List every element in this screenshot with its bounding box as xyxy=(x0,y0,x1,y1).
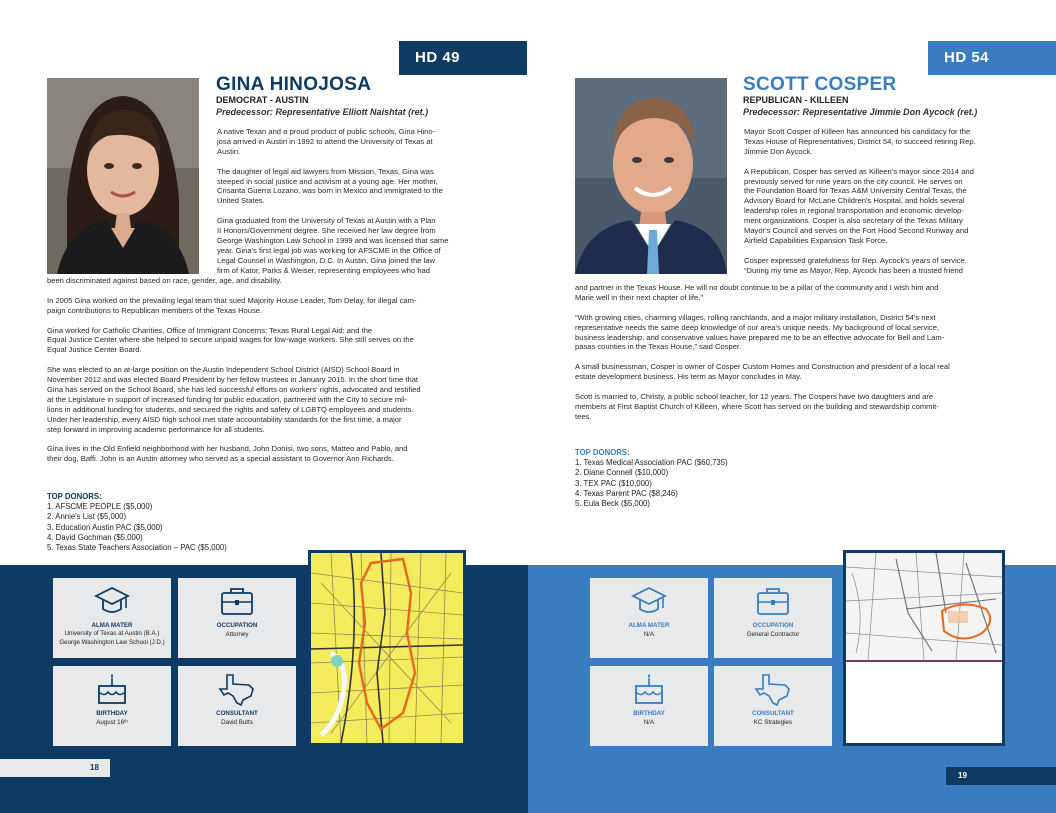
bio-line: Mayor Scott Cosper of Killeen has announced his candidacy for the xyxy=(744,127,971,136)
bio-line: business leadership, and conservative values have prepared me to be an effective advocate for Bell and Lam- xyxy=(575,332,945,342)
bio-line: lions in additional funding for students, and secured the rights and safety of LGBTQ employees and students. xyxy=(47,404,414,414)
card-value: General Contractor xyxy=(746,631,800,638)
party-line-left: DEMOCRAT - AUSTIN xyxy=(216,95,309,105)
candidate-photo-right xyxy=(575,78,727,274)
card-value: N/A xyxy=(643,631,655,638)
bio-line: their dog, Baffi. John is an Austin attorney who served as a special assistant to Governor Ann Richards. xyxy=(47,454,394,464)
briefcase-icon xyxy=(217,584,257,618)
bio-line: Gina graduated from the University of Texas at Austin with a Plan xyxy=(217,216,436,226)
bio-line: previously served for nine years on the city council. He serves on xyxy=(744,176,963,186)
district-tag-left: HD 49 xyxy=(399,41,527,75)
party-line-right: REPUBLICAN - KILLEEN xyxy=(743,95,849,105)
candidate-name-left: GINA HINOJOSA xyxy=(216,74,372,95)
bio-line: year. Gina's first legal job was working for AFSCME in the Office of xyxy=(217,245,441,255)
card-consultant-right xyxy=(714,666,832,746)
texas-outline-icon xyxy=(217,672,257,706)
bio-line: II Honors/Government degree. She received her law degree from xyxy=(217,226,436,236)
donors-right xyxy=(575,448,835,509)
bio-full-left xyxy=(47,276,487,464)
card-label: CONSULTANT xyxy=(752,710,794,717)
card-consultant-left xyxy=(178,666,296,746)
bio-line: at the Legislature in support of increased funding for public education, partnered with the City to secure mil- xyxy=(47,394,408,404)
bio-line: Texas House of Representatives, District 54, to succeed retiring Rep. xyxy=(744,136,976,146)
bio-line: “With growing cities, charming villages, rolling ranchlands, and a major military installation, District 54's next xyxy=(575,312,936,322)
bio-line: George Washington Law School in 1999 and was licensed that same xyxy=(217,235,449,245)
bio-line: Equal Justice Center where she helped to secure unpaid wages for low-wage workers. She still serves on the xyxy=(47,335,414,345)
district-map-right xyxy=(843,550,1005,746)
birthday-cake-icon xyxy=(92,672,132,706)
bio-line: Scott is married to, Christy, a public school teacher, for 12 years. The Cospers have two daughters and are xyxy=(575,391,934,401)
card-birthday-right xyxy=(590,666,708,746)
card-value: N/A xyxy=(643,719,655,726)
bio-line: A native Texan and a proud product of public schools, Gina Hino- xyxy=(217,127,436,136)
card-label: BIRTHDAY xyxy=(96,710,128,717)
district-tag-right: HD 54 xyxy=(928,41,1056,75)
candidate-name-right: SCOTT COSPER xyxy=(743,74,897,95)
donors-left xyxy=(47,492,307,553)
bio-line: United States. xyxy=(217,196,265,206)
predecessor-right: Predecessor: Representative Jimmie Don Aycock (ret.) xyxy=(743,107,978,117)
bio-line: In 2005 Gina worked on the prevailing legal team that sued Majority House Leader, Tom Delay, for illegal cam- xyxy=(47,295,417,305)
graduation-cap-icon xyxy=(92,584,132,618)
bio-line: Austin. xyxy=(217,146,241,156)
bio-line: She was elected to an at-large position on the Austin Independent School District (AISD) School Board in xyxy=(47,365,400,375)
card-label: BIRTHDAY xyxy=(633,710,665,717)
bio-line: Under her leadership, every AISD high school met state accountability standards for the first time, a major xyxy=(47,414,402,424)
bio-line: josa arrived in Austin in 1992 to attend the University of Texas at xyxy=(217,136,433,146)
candidate-photo-left xyxy=(47,78,199,274)
graduation-cap-icon xyxy=(629,584,669,618)
predecessor-left: Predecessor: Representative Elliott Naishtat (ret.) xyxy=(216,107,429,117)
bio-line: representative needs the same deep knowledge of our area's unique needs. My background of local service, xyxy=(575,322,940,332)
card-value: University of Texas at Austin (B.A.) xyxy=(64,630,160,637)
bio-line: step forward in improving academic performance for all students. xyxy=(47,424,265,434)
donor-item: 3. TEX PAC ($10,000) xyxy=(575,478,652,488)
card-occupation-right xyxy=(714,578,832,658)
donors-title: TOP DONORS: xyxy=(47,492,102,501)
card-alma-mater-right xyxy=(590,578,708,658)
bio-line: A small businessman, Cosper is owner of Cosper Custom Homes and Construction and president of a local real xyxy=(575,362,950,372)
bio-line xyxy=(744,246,1014,256)
donor-item: 5. Texas State Teachers Association – PAC ($5,000) xyxy=(47,543,227,553)
killeen-map-image xyxy=(846,553,1002,743)
bio-line: the Foundation Board for Texas A&M University Central Texas, the xyxy=(744,186,967,196)
bio-line xyxy=(217,206,487,216)
bio-line: paign contributions to Republican members of the Texas House. xyxy=(47,305,263,315)
austin-map-image xyxy=(311,553,463,743)
bio-line: Gina has served on the School Board, she has led successful efforts on workers' rights, advocated and testified xyxy=(47,384,421,394)
card-value: August 16ᵗʰ xyxy=(96,719,128,726)
bio-line: The daughter of legal aid lawyers from Mission, Texas, Gina was xyxy=(217,166,434,176)
card-occupation-left xyxy=(178,578,296,658)
page-right xyxy=(528,0,1056,813)
bio-line: pasas counties in the Texas House,” said Cosper. xyxy=(575,342,742,352)
texas-outline-icon xyxy=(753,672,793,706)
bio-line xyxy=(47,435,487,445)
briefcase-icon xyxy=(753,584,793,618)
page-number-right: 19 xyxy=(946,767,1056,785)
bio-full-right xyxy=(575,283,1015,422)
card-label: ALMA MATER xyxy=(91,622,133,629)
bio-line: Advisory Board for McLane Children's Hospital, and holds several xyxy=(744,196,965,206)
bio-line xyxy=(47,355,487,365)
bio-line: Mayor's Council and serves on the Fort Hood Second Runway and xyxy=(744,226,969,236)
bio-line: Airfield Capabilities Expansion Task Force. xyxy=(744,235,888,245)
bio-line: Legal Counsel in Washington, D.C. In Austin, Gina joined the law xyxy=(217,255,435,265)
donor-item: 3. Education Austin PAC ($5,000) xyxy=(47,522,163,532)
birthday-cake-icon xyxy=(629,672,669,706)
donor-item: 2. Diane Connell ($10,000) xyxy=(575,468,669,478)
bio-line: Marie well in their next chapter of life.” xyxy=(575,292,703,302)
bio-line xyxy=(575,382,1015,392)
card-label: CONSULTANT xyxy=(216,710,258,717)
bio-wrap-right xyxy=(744,127,1014,276)
bio-line xyxy=(575,352,1015,362)
card-label: OCCUPATION xyxy=(216,622,258,629)
card-birthday-left xyxy=(53,666,171,746)
bio-line: steeped in social justice and activism at a young age. Her mother, xyxy=(217,176,438,186)
bio-line xyxy=(744,157,1014,167)
bio-line: ment organizations. Cosper is also secretary of the Texas Military xyxy=(744,216,963,226)
bio-line: Equal Justice Center Board. xyxy=(47,345,142,355)
bio-line xyxy=(217,157,487,167)
bio-line: Crisanta Guerra Lozano, was born in Mexico and immigrated to the xyxy=(217,186,443,196)
card-value: David Butts xyxy=(221,719,253,726)
bio-line: Gina worked for Catholic Charities, Office of Immigrant Concerns; Texas Rural Legal Aid; and the xyxy=(47,325,373,335)
donors-title: TOP DONORS: xyxy=(575,448,630,457)
donor-item: 1. AFSCME PEOPLE ($5,000) xyxy=(47,502,153,512)
donor-item: 4. David Gochman ($5,000) xyxy=(47,532,143,542)
card-label: OCCUPATION xyxy=(752,622,794,629)
bio-line: “During my time as Mayor, Rep. Aycock has been a trusted friend xyxy=(744,265,963,275)
donor-item: 5. Eula Beck ($5,000) xyxy=(575,499,650,509)
bio-line: and partner in the Texas House. He will no doubt continue to be a pillar of the community and I wish him and xyxy=(575,283,939,292)
district-map-left xyxy=(308,550,466,746)
card-value: George Washington Law School (J.D.) xyxy=(59,639,165,646)
bio-line: November 2012 and was elected Board President by her fellow trustees in January 2015. In the short time that xyxy=(47,375,419,385)
bio-line: Gina lives in the Old Enfield neighborhood with her husband, John Donisi, two sons, Matteo and Pablo, and xyxy=(47,444,408,454)
donor-item: 4. Texas Parent PAC ($8,246) xyxy=(575,488,678,498)
bio-line: tees. xyxy=(575,411,592,421)
bio-line: Jimmie Don Aycock. xyxy=(744,146,813,156)
card-alma-mater-left xyxy=(53,578,171,658)
bio-line: members at First Baptist Church of Killeen, where Scott has served on the building and stewardship commit- xyxy=(575,401,939,411)
bio-wrap-left xyxy=(217,127,487,276)
bio-line xyxy=(47,316,487,326)
page-number-left: 18 xyxy=(0,759,110,777)
bio-line xyxy=(575,303,1015,313)
bio-line: A Republican, Cosper has served as Killeen's mayor since 2014 and xyxy=(744,166,974,176)
bio-line: firm of Kator, Parks & Weiser, representing employees who had xyxy=(217,265,431,275)
bio-line xyxy=(47,286,487,296)
donor-item: 1. Texas Medical Association PAC ($60,735) xyxy=(575,458,728,468)
bio-line: estate development business. His term as Mayor concludes in May. xyxy=(575,372,802,382)
bio-line: been discriminated against based on race, gender, age, and disability. xyxy=(47,276,282,285)
card-label: ALMA MATER xyxy=(628,622,670,629)
bio-line: Cosper expressed gratefulness for Rep. Aycock's years of service. xyxy=(744,255,967,265)
card-value: Attorney xyxy=(225,631,249,638)
card-value: KC Strategies xyxy=(753,719,793,726)
bio-line: leadership roles in regional transportation and economic develop- xyxy=(744,206,964,216)
donor-item: 2. Annie's List ($5,000) xyxy=(47,512,127,522)
